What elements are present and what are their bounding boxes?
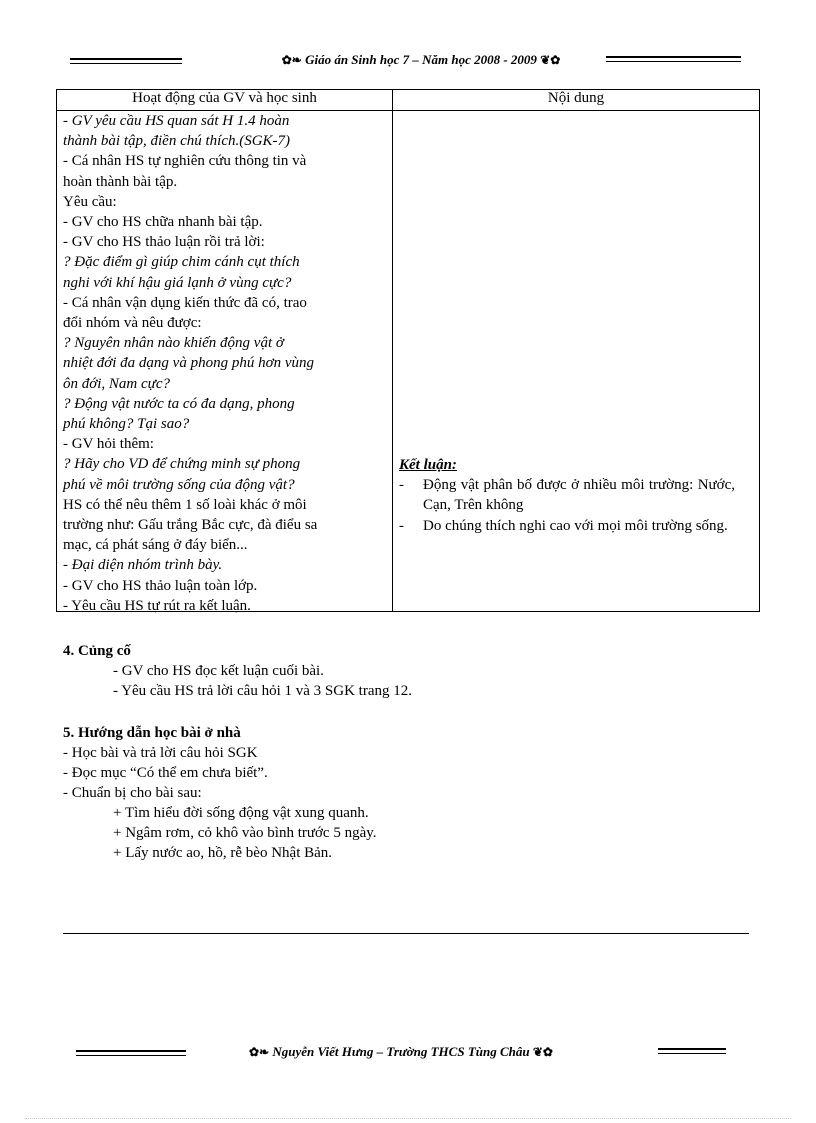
activity-line: đổi nhóm và nêu được: xyxy=(63,315,202,332)
activity-line: nghi với khí hậu giá lạnh ở vùng cực? xyxy=(63,274,292,291)
page-header xyxy=(66,48,742,78)
footer-rule-left xyxy=(76,1050,186,1056)
activity-line: ôn đới, Nam cực? xyxy=(63,375,171,392)
conclusion-bullet: - xyxy=(399,517,404,534)
activity-line: thành bài tập, điền chú thích.(SGK-7) xyxy=(63,133,291,150)
conclusion-item xyxy=(399,475,735,515)
content-cell xyxy=(393,111,760,612)
conclusion-text: Động vật phân bố được ở nhiều môi trường: Nước, Cạn, Trên không xyxy=(423,477,735,514)
activity-line: Yêu cầu: xyxy=(63,193,117,210)
header-rule-left xyxy=(70,58,182,64)
activity-line: - GV cho HS chữa nhanh bài tập. xyxy=(63,214,263,231)
section-4-item: - GV cho HS đọc kết luận cuối bài. xyxy=(113,663,324,679)
ornament-left-icon: ✿❧ xyxy=(281,53,302,67)
table-header-row xyxy=(57,90,760,111)
activity-line: ? Nguyên nhân nào khiến động vật ở xyxy=(63,335,284,352)
footer-title: Nguyễn Viết Hưng – Trường THCS Tùng Châu xyxy=(272,1044,530,1059)
section-5-heading: 5. Hướng dẫn học bài ở nhà xyxy=(63,725,241,741)
header-title-block xyxy=(186,52,656,68)
section-5-item: - Học bài và trả lời câu hỏi SGK xyxy=(63,745,258,761)
activities-cell xyxy=(57,111,393,612)
ornament-right-icon: ❦✿ xyxy=(540,53,561,67)
activity-line: HS có thể nêu thêm 1 số loài khác ở môi xyxy=(63,496,307,513)
section-4-heading: 4. Củng cố xyxy=(63,643,131,659)
ornament-right-icon: ❦✿ xyxy=(532,1045,553,1059)
page-divider xyxy=(63,933,749,934)
conclusion-item xyxy=(399,516,735,536)
page-edge xyxy=(25,1118,791,1119)
col-activities-header: Hoạt động của GV và học sinh xyxy=(57,90,393,111)
footer-title-block xyxy=(196,1044,606,1060)
conclusion-bullet: - xyxy=(399,477,404,494)
activity-line: - GV cho HS thảo luận toàn lớp. xyxy=(63,577,258,594)
conclusion-block xyxy=(399,455,735,536)
activity-line: - GV hỏi thêm: xyxy=(63,436,154,453)
activity-line: mạc, cá phát sáng ở đáy biển... xyxy=(63,537,248,554)
conclusion-heading: Kết luận: xyxy=(399,457,457,473)
activity-line: phú về môi trường sống của động vật? xyxy=(63,476,295,493)
section-4-item: - Yêu cầu HS trả lời câu hỏi 1 và 3 SGK trang 12. xyxy=(113,683,412,699)
conclusion-text: Do chúng thích nghi cao với mọi môi trường sống. xyxy=(423,517,728,534)
footer-rule-right xyxy=(658,1048,726,1054)
activity-line: - GV cho HS thảo luận rồi trả lời: xyxy=(63,234,265,251)
activity-line: - Cá nhân vận dụng kiến thức đã có, trao xyxy=(63,294,307,311)
section-5-subitem: + Tìm hiểu đời sống động vật xung quanh. xyxy=(113,805,369,821)
page-footer xyxy=(76,1040,728,1066)
col-content-header: Nội dung xyxy=(393,90,760,111)
section-5-subitem: + Ngâm rơm, cỏ khô vào bình trước 5 ngày. xyxy=(113,825,377,841)
activity-line: nhiệt đới đa dạng và phong phú hơn vùng xyxy=(63,355,314,372)
section-5-subitem: + Lấy nước ao, hồ, rễ bèo Nhật Bản. xyxy=(113,845,333,861)
activity-line: ? Động vật nước ta có đa dạng, phong xyxy=(63,395,295,412)
activity-line: - Yêu cầu HS tự rút ra kết luận. xyxy=(63,597,251,614)
activity-line: ? Hãy cho VD để chứng minh sự phong xyxy=(63,456,301,473)
activity-line: trường như: Gấu trắng Bắc cực, đà điểu sa xyxy=(63,517,318,534)
lesson-table xyxy=(56,89,760,612)
section-5-item: - Chuẩn bị cho bài sau: xyxy=(63,785,202,801)
activity-line: hoàn thành bài tập. xyxy=(63,173,178,190)
header-rule-right xyxy=(606,56,741,62)
section-5 xyxy=(63,723,377,863)
activity-line: - Cá nhân HS tự nghiên cứu thông tin và xyxy=(63,153,307,170)
activity-line: phú không? Tại sao? xyxy=(63,416,190,433)
ornament-left-icon: ✿❧ xyxy=(249,1045,270,1059)
activity-line: - GV yêu cầu HS quan sát H 1.4 hoàn xyxy=(63,113,290,129)
activity-line: ? Đặc điểm gì giúp chim cánh cụt thích xyxy=(63,254,300,271)
activities-list xyxy=(63,111,386,614)
section-5-item: - Đọc mục “Có thể em chưa biết”. xyxy=(63,765,268,781)
table-body-row xyxy=(57,111,760,612)
header-title: Giáo án Sinh học 7 – Năm học 2008 - 2009 xyxy=(305,52,537,67)
activity-line: - Đại diện nhóm trình bày. xyxy=(63,557,223,574)
section-4 xyxy=(63,641,412,701)
